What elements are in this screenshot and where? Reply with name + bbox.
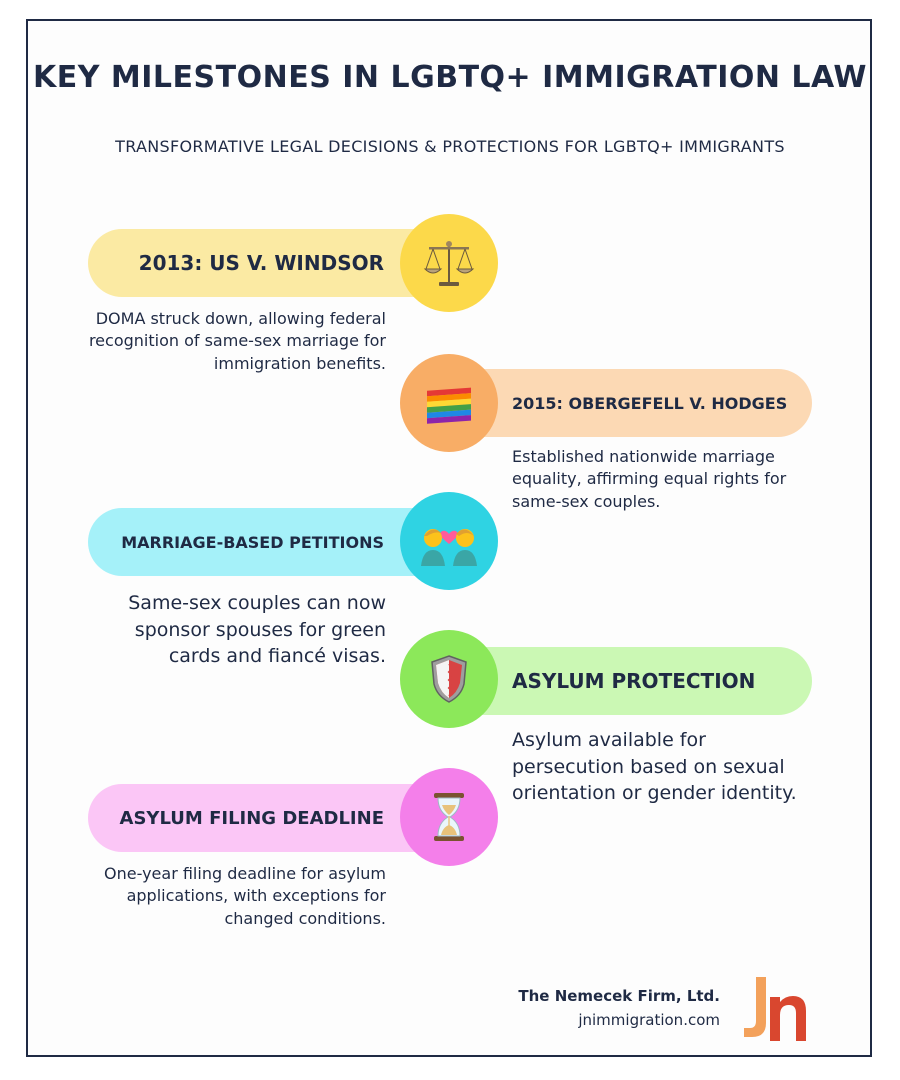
shield-icon [429, 654, 469, 704]
milestone-pill [88, 784, 448, 852]
page-title: KEY MILESTONES IN LGBTQ+ IMMIGRATION LAW [32, 60, 868, 95]
couple-with-heart-icon [419, 514, 479, 568]
milestone-icon-circle [400, 492, 498, 590]
milestone-title: ASYLUM PROTECTION [512, 669, 756, 693]
firm-website[interactable]: jnimmigration.com [578, 1011, 720, 1029]
milestone-description: One-year filing deadline for asylum applications, with exceptions for changed conditions. [104, 864, 386, 928]
milestone-title: 2013: US V. WINDSOR [138, 251, 384, 275]
milestone-description: Established nationwide marriage equality, affirming equal rights for same-sex couples. [512, 447, 787, 511]
milestone-pill [450, 647, 812, 715]
firm-name: The Nemecek Firm, Ltd. [518, 987, 720, 1005]
milestone-pill [450, 369, 812, 437]
milestone-icon-circle [400, 214, 498, 312]
milestone-title: MARRIAGE-BASED PETITIONS [121, 532, 384, 552]
milestone-icon-circle [400, 354, 498, 452]
milestone-title: 2015: OBERGEFELL V. HODGES [512, 393, 788, 413]
milestone-description: Asylum available for persecution based on sexual orientation or gender identity. [512, 729, 797, 805]
hourglass-icon [431, 791, 467, 843]
rainbow-flag-icon [423, 381, 475, 425]
milestone-title: ASYLUM FILING DEADLINE [119, 807, 384, 829]
milestone-description: Same-sex couples can now sponsor spouses for green cards and fiancé visas. [128, 592, 386, 668]
milestone-pill [88, 508, 448, 576]
milestone-icon-circle [400, 630, 498, 728]
page-subtitle: TRANSFORMATIVE LEGAL DECISIONS & PROTECTIONS FOR LGBTQ+ IMMIGRANTS [115, 137, 785, 156]
milestone-description: DOMA struck down, allowing federal recognition of same-sex marriage for immigration benefits. [88, 309, 386, 373]
milestone-icon-circle [400, 768, 498, 866]
milestone-pill [88, 229, 448, 297]
balance-scale-icon [421, 235, 477, 291]
firm-logo [740, 975, 810, 1049]
